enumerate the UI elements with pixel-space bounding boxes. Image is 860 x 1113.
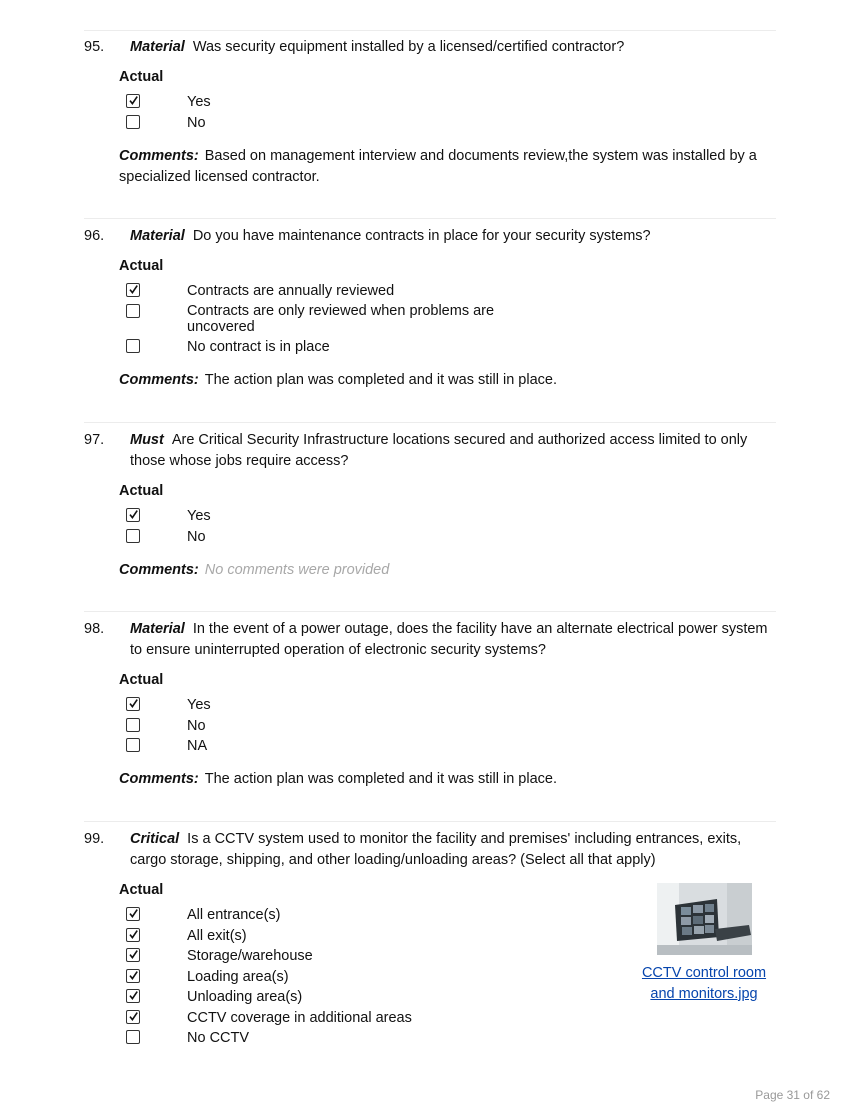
answer-option bbox=[126, 906, 527, 924]
checkbox-checked[interactable] bbox=[126, 697, 140, 711]
comments bbox=[119, 560, 769, 581]
question-text: Is a CCTV system used to monitor the facility and premises' including entrances, exits, cargo storage, shipping, and other loading/unloading areas? (Select all that apply) bbox=[130, 831, 742, 868]
severity-label: Must bbox=[130, 432, 164, 448]
answer-option-label: Contracts are only reviewed when problems are uncovered bbox=[187, 302, 495, 335]
checkbox-unchecked[interactable] bbox=[126, 1030, 140, 1044]
answer-option-label: No CCTV bbox=[187, 1030, 250, 1046]
comments-text: The action plan was completed and it was still in place. bbox=[204, 771, 557, 787]
comments-text: No comments were provided bbox=[204, 561, 390, 578]
check-icon bbox=[128, 95, 139, 106]
check-icon bbox=[128, 1011, 139, 1022]
question-96 bbox=[84, 226, 776, 391]
question-text: Do you have maintenance contracts in place for your security systems? bbox=[192, 228, 651, 244]
severity-label: Critical bbox=[130, 831, 180, 847]
answer-option-label: No bbox=[187, 528, 206, 545]
check-icon bbox=[128, 698, 139, 709]
answer-option bbox=[126, 968, 527, 986]
checkbox-unchecked[interactable] bbox=[126, 529, 140, 543]
check-icon bbox=[128, 970, 139, 981]
answer-option-label: Yes bbox=[187, 508, 211, 524]
checkbox-unchecked[interactable] bbox=[126, 738, 140, 752]
answer-option bbox=[126, 717, 527, 735]
severity-label: Material bbox=[130, 228, 185, 244]
answer-option bbox=[126, 696, 527, 714]
severity-label: Material bbox=[130, 621, 185, 637]
comments-text: Based on management interview and documents review,the system was installed by a specialized licensed contractor. bbox=[119, 147, 757, 185]
question-number: 97. bbox=[84, 432, 105, 448]
answer-option bbox=[126, 737, 527, 755]
answer-option bbox=[126, 338, 507, 356]
question-divider bbox=[84, 218, 776, 219]
question-text: Are Critical Security Infrastructure locations secured and authorized access limited to only those whose jobs require access? bbox=[130, 432, 748, 469]
checkbox-checked[interactable] bbox=[126, 928, 140, 942]
actual-label: Actual bbox=[119, 69, 164, 85]
comments bbox=[119, 370, 769, 391]
comments bbox=[119, 146, 769, 188]
check-icon bbox=[128, 929, 139, 940]
answer-option bbox=[126, 927, 527, 945]
answer-option bbox=[126, 93, 527, 111]
attachment bbox=[641, 883, 767, 1005]
answer-option-label: No contract is in place bbox=[187, 339, 330, 355]
comments-text: The action plan was completed and it was still in place. bbox=[204, 372, 557, 388]
attachment-thumbnail[interactable] bbox=[657, 883, 752, 955]
answer-option bbox=[126, 528, 527, 546]
comments-label: Comments: bbox=[119, 771, 199, 787]
answer-option bbox=[126, 988, 527, 1006]
answer-option-label: CCTV coverage in additional areas bbox=[187, 1009, 412, 1026]
question-98 bbox=[84, 619, 776, 790]
answer-option-label: No bbox=[187, 717, 206, 734]
answer-option-label: All entrance(s) bbox=[187, 907, 281, 923]
checkbox-unchecked[interactable] bbox=[126, 718, 140, 732]
answer-option-label: No bbox=[187, 114, 206, 131]
question-text: In the event of a power outage, does the facility have an alternate electrical power system to ensure uninterrupted operation of electronic security systems? bbox=[130, 621, 768, 658]
attachment-link[interactable]: CCTV control room and monitors.jpg bbox=[641, 965, 767, 1002]
question-divider bbox=[84, 422, 776, 423]
answer-option-label: Yes bbox=[187, 94, 211, 110]
answer-options bbox=[126, 696, 776, 755]
checkbox-unchecked[interactable] bbox=[126, 115, 140, 129]
comments bbox=[119, 769, 769, 790]
comments-label: Comments: bbox=[119, 372, 199, 388]
answer-option bbox=[126, 1009, 527, 1027]
question-header bbox=[84, 37, 776, 58]
checkbox-unchecked[interactable] bbox=[126, 304, 140, 318]
question-divider bbox=[84, 821, 776, 822]
question-number: 98. bbox=[84, 621, 105, 637]
question-header bbox=[84, 226, 776, 247]
answer-option-label: All exit(s) bbox=[187, 927, 247, 944]
actual-label: Actual bbox=[119, 483, 164, 499]
answer-options bbox=[126, 93, 776, 132]
question-97 bbox=[84, 430, 776, 581]
comments-label: Comments: bbox=[119, 147, 199, 164]
question-header bbox=[84, 430, 776, 472]
question-number: 99. bbox=[84, 831, 105, 847]
checkbox-unchecked[interactable] bbox=[126, 339, 140, 353]
answer-option bbox=[126, 1029, 527, 1047]
answer-option bbox=[126, 114, 527, 132]
answer-option bbox=[126, 507, 527, 525]
checkbox-checked[interactable] bbox=[126, 508, 140, 522]
answer-option-label: Storage/warehouse bbox=[187, 948, 313, 964]
checkbox-checked[interactable] bbox=[126, 1010, 140, 1024]
question-header bbox=[84, 619, 776, 661]
check-icon bbox=[128, 990, 139, 1001]
question-number: 96. bbox=[84, 228, 105, 244]
question-divider bbox=[84, 611, 776, 612]
comments-label: Comments: bbox=[119, 561, 199, 578]
actual-label: Actual bbox=[119, 882, 164, 898]
answer-option-label: Yes bbox=[187, 697, 211, 713]
answer-option-label: Loading area(s) bbox=[187, 968, 289, 985]
checkbox-checked[interactable] bbox=[126, 283, 140, 297]
answer-option bbox=[126, 947, 527, 965]
check-icon bbox=[128, 908, 139, 919]
answer-options bbox=[126, 282, 776, 356]
check-icon bbox=[128, 509, 139, 520]
answer-option-label: Contracts are annually reviewed bbox=[187, 283, 395, 299]
question-divider bbox=[84, 30, 776, 31]
actual-label: Actual bbox=[119, 258, 164, 274]
severity-label: Material bbox=[130, 39, 185, 55]
answer-option-label: NA bbox=[187, 738, 208, 754]
checkbox-checked[interactable] bbox=[126, 907, 140, 921]
question-number: 95. bbox=[84, 39, 105, 55]
actual-label: Actual bbox=[119, 672, 164, 688]
checkbox-checked[interactable] bbox=[126, 989, 140, 1003]
question-95 bbox=[84, 37, 776, 188]
checkbox-checked[interactable] bbox=[126, 969, 140, 983]
checkbox-checked[interactable] bbox=[126, 94, 140, 108]
page-number: Page 31 of 62 bbox=[755, 1088, 830, 1102]
answer-option-label: Unloading area(s) bbox=[187, 989, 303, 1005]
check-icon bbox=[128, 949, 139, 960]
answer-option bbox=[126, 303, 507, 336]
answer-option bbox=[126, 282, 507, 300]
question-text: Was security equipment installed by a licensed/certified contractor? bbox=[192, 39, 625, 55]
check-icon bbox=[128, 284, 139, 295]
question-header bbox=[84, 829, 776, 871]
checkbox-checked[interactable] bbox=[126, 948, 140, 962]
answer-options bbox=[126, 507, 776, 546]
